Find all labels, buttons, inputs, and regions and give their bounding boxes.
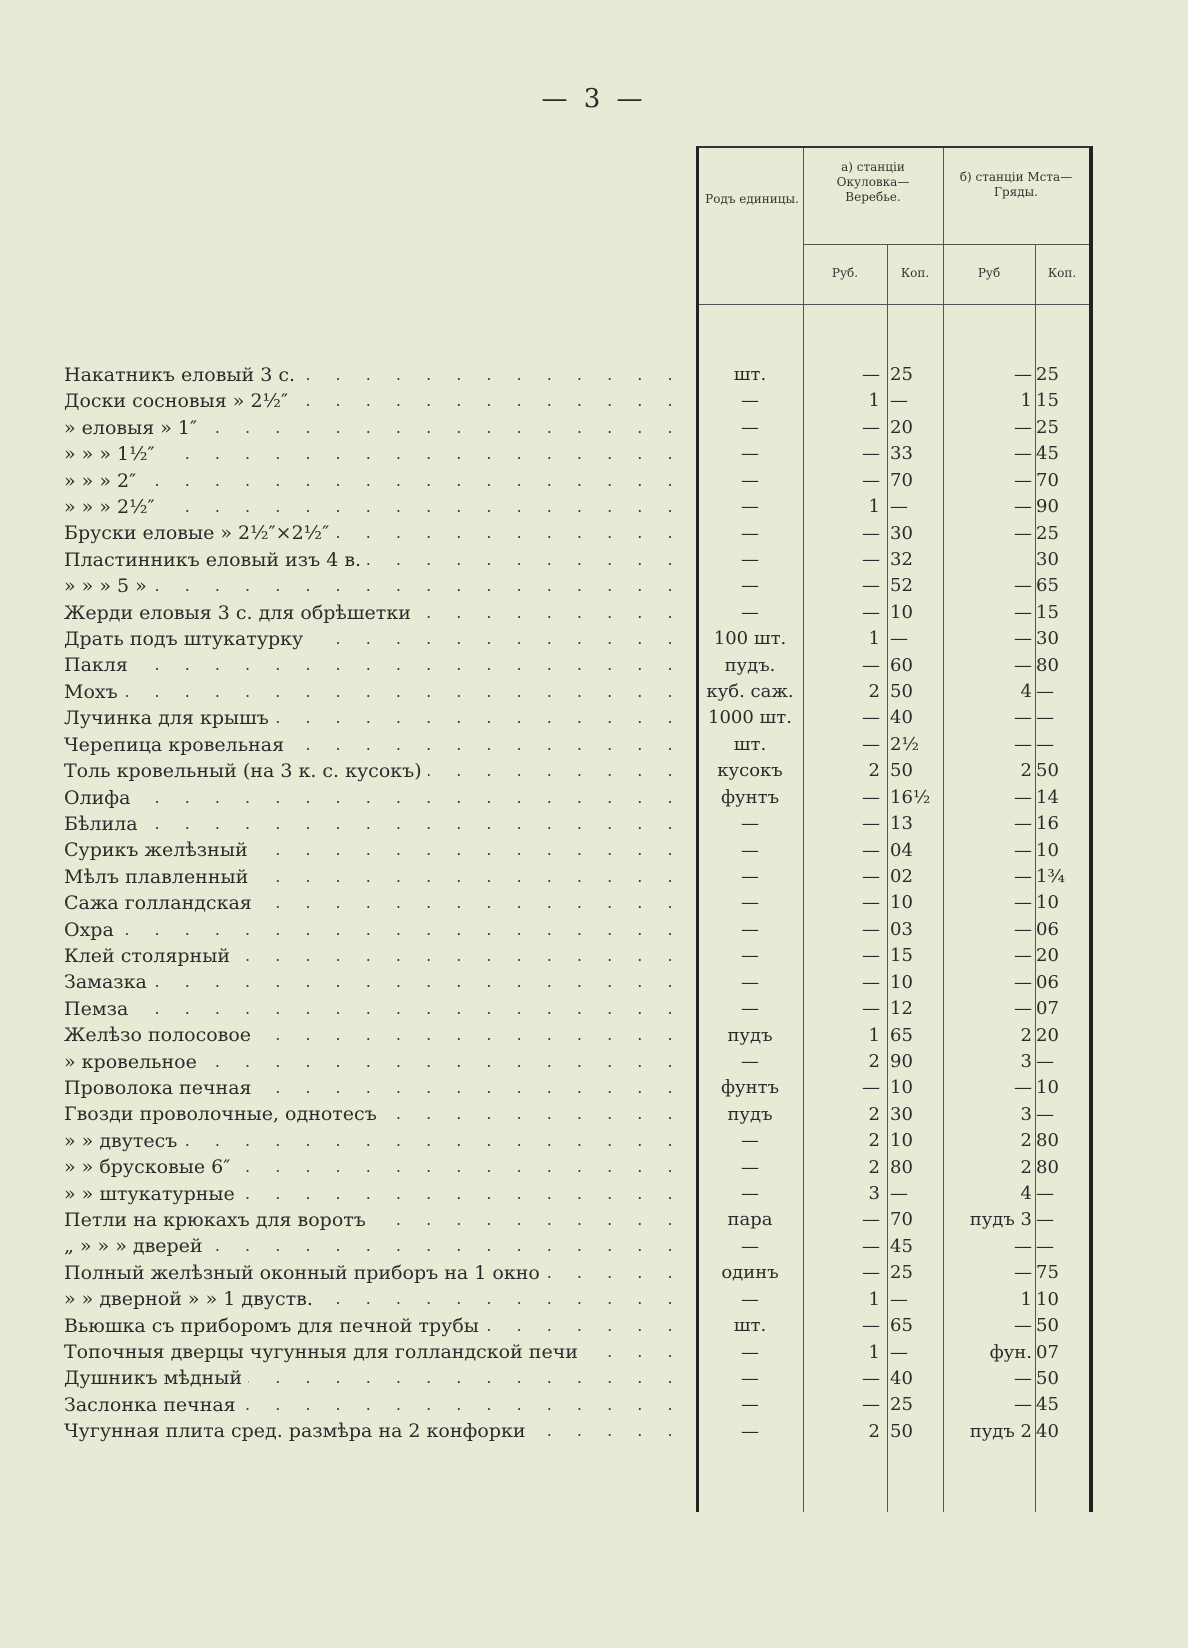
item-row xyxy=(64,1049,690,1075)
item-name: » еловыя » 1″ xyxy=(64,417,203,439)
rub-a-cell: 3 xyxy=(868,1183,880,1205)
item-list xyxy=(64,362,690,1445)
item-row xyxy=(64,494,690,520)
item-name: Доски сосновыя » 2½″ xyxy=(64,390,294,412)
item-row xyxy=(64,388,690,414)
kop-a-cell: 10 xyxy=(890,1130,913,1152)
rub-a-cell: — xyxy=(862,416,880,438)
unit-cell: пудъ xyxy=(727,1103,773,1125)
item-name: Чугунная плита сред. размѣра на 2 конфорки xyxy=(64,1420,532,1442)
item-row xyxy=(64,917,690,943)
kop-b-cell: 50 xyxy=(1036,1315,1059,1337)
unit-cell: — xyxy=(741,469,759,491)
item-name: Черепица кровельная xyxy=(64,734,290,756)
item-name: Толь кровельный (на 3 к. с. кусокъ) xyxy=(64,760,428,782)
kop-a-cell: 03 xyxy=(890,918,913,940)
item-name: Желѣзо полосовое xyxy=(64,1024,257,1046)
rub-a-cell: 1 xyxy=(868,390,880,412)
rub-b-cell: — xyxy=(1014,865,1032,887)
rub-a-cell: 2 xyxy=(868,1420,880,1442)
kop-b-cell: 06 xyxy=(1036,918,1059,940)
item-row xyxy=(64,864,690,890)
rub-a-cell: — xyxy=(862,575,880,597)
kop-b-cell: 45 xyxy=(1036,443,1059,465)
unit-cell: шт. xyxy=(733,364,767,385)
item-name: Лучинка для крышъ xyxy=(64,707,275,729)
item-row xyxy=(64,785,690,811)
item-row xyxy=(64,1128,690,1154)
unit-cell: — xyxy=(741,575,759,597)
rub-a-cell: 2 xyxy=(868,1103,880,1125)
rub-b-cell: — xyxy=(1014,469,1032,491)
kop-a-cell: 65 xyxy=(890,1315,913,1337)
item-row xyxy=(64,600,690,626)
item-row xyxy=(64,626,690,652)
unit-cell: шт. xyxy=(733,733,767,755)
kop-a-cell: — xyxy=(890,1183,908,1205)
item-name: Накатникъ еловый 3 с. xyxy=(64,364,301,386)
item-row xyxy=(64,969,690,995)
page-number: — 3 — xyxy=(541,84,647,114)
kop-b-cell: 10 xyxy=(1036,1077,1059,1099)
rub-b-cell: — xyxy=(1014,654,1032,676)
rub-a-cell: 1 xyxy=(868,1341,880,1363)
item-row xyxy=(64,996,690,1022)
kop-b-header: Коп. xyxy=(1047,266,1077,280)
item-name: Замазка xyxy=(64,971,153,993)
group-a-header: а) станціи Окуловка—Веребье. xyxy=(836,160,910,204)
rub-b-cell: 2 xyxy=(1020,1156,1032,1178)
item-row xyxy=(64,811,690,837)
unit-cell: — xyxy=(741,496,759,518)
kop-a-cell: 10 xyxy=(890,601,913,623)
kop-a-cell: 16½ xyxy=(890,786,931,808)
item-row xyxy=(64,1101,690,1127)
rub-a-cell: — xyxy=(862,971,880,993)
unit-cell: фунтъ xyxy=(720,786,780,808)
kop-a-cell: 50 xyxy=(890,1420,913,1442)
kop-b-cell: — xyxy=(1036,1183,1054,1205)
kop-b-cell: 15 xyxy=(1036,390,1059,412)
unit-cell: — xyxy=(741,522,759,544)
rub-b-cell: 2 xyxy=(1020,760,1032,782)
kop-a-cell: 70 xyxy=(890,469,913,491)
rub-a-cell: — xyxy=(862,786,880,808)
kop-a-cell: 40 xyxy=(890,707,913,729)
unit-cell: — xyxy=(741,416,759,438)
rub-a-cell: — xyxy=(862,1077,880,1099)
rub-b-cell: 3 xyxy=(1020,1103,1032,1125)
rub-b-cell: — xyxy=(1014,998,1032,1020)
unit-cell: — xyxy=(741,601,759,623)
rub-b-cell: — xyxy=(1014,839,1032,861)
item-name: » » » 2½″ xyxy=(64,496,161,518)
unit-cell: — xyxy=(741,1341,759,1363)
kop-a-cell: 65 xyxy=(890,1024,913,1046)
rub-a-cell: — xyxy=(862,945,880,967)
unit-cell: кусокъ xyxy=(717,760,783,782)
rub-a-cell: — xyxy=(862,1367,880,1389)
rub-b-cell: — xyxy=(1014,575,1032,597)
unit-cell: — xyxy=(741,971,759,993)
unit-cell: — xyxy=(741,813,759,835)
item-row xyxy=(64,1286,690,1312)
kop-b-cell: 25 xyxy=(1036,522,1059,544)
kop-a-cell: 02 xyxy=(890,865,913,887)
rub-a-cell: 2 xyxy=(868,1050,880,1072)
kop-b-cell: 1¾ xyxy=(1036,865,1065,887)
item-name: Пемза xyxy=(64,998,134,1020)
rub-b-cell: пудъ 3 xyxy=(969,1209,1032,1231)
item-row xyxy=(64,732,690,758)
item-row xyxy=(64,415,690,441)
unit-cell: — xyxy=(741,865,759,887)
kop-a-cell: 25 xyxy=(890,1262,913,1284)
rub-a-cell: — xyxy=(862,892,880,914)
item-name: Петли на крюкахъ для воротъ xyxy=(64,1209,372,1231)
group-b-header: б) станціи Мста—Гряды. xyxy=(959,170,1073,199)
unit-cell: — xyxy=(741,1394,759,1416)
unit-cell: куб. саж. xyxy=(706,681,794,703)
kop-b-cell: 90 xyxy=(1036,496,1059,518)
item-name: Олифа xyxy=(64,787,137,809)
rub-a-cell: — xyxy=(862,998,880,1020)
rub-a-cell: 2 xyxy=(868,681,880,703)
rub-a-cell: 1 xyxy=(868,496,880,518)
unit-cell: одинъ xyxy=(721,1262,779,1284)
kop-a-cell: 32 xyxy=(890,548,913,570)
kop-a-cell: 25 xyxy=(890,1394,913,1416)
item-row xyxy=(64,679,690,705)
kop-a-cell: 10 xyxy=(890,1077,913,1099)
rub-a-cell: — xyxy=(862,364,880,385)
item-name: Драть подъ штукатурку xyxy=(64,628,309,650)
rub-a-cell: — xyxy=(862,1235,880,1257)
kop-a-cell: 10 xyxy=(890,892,913,914)
unit-cell: шт. xyxy=(733,1315,767,1337)
rub-a-cell: — xyxy=(862,918,880,940)
item-row xyxy=(64,1365,690,1391)
rub-a-cell: — xyxy=(862,813,880,835)
unit-cell: — xyxy=(741,1183,759,1205)
kop-a-cell: — xyxy=(890,628,908,650)
item-name: Сурикъ желѣзный xyxy=(64,839,254,861)
kop-a-cell: — xyxy=(890,390,908,412)
unit-cell: — xyxy=(741,918,759,940)
rub-b-cell: 3 xyxy=(1020,1050,1032,1072)
unit-cell: — xyxy=(741,945,759,967)
item-name: Бѣлила xyxy=(64,813,144,835)
kop-b-cell: 06 xyxy=(1036,971,1059,993)
kop-a-cell: 50 xyxy=(890,681,913,703)
kop-b-cell: 30 xyxy=(1036,628,1059,650)
item-row xyxy=(64,1260,690,1286)
rub-b-cell: — xyxy=(1014,892,1032,914)
item-name: Жерди еловыя 3 с. для обрѣшетки xyxy=(64,602,417,624)
kop-a-cell: 13 xyxy=(890,813,913,835)
item-name: Вьюшка съ приборомъ для печной трубы xyxy=(64,1315,485,1337)
kop-b-cell: 20 xyxy=(1036,1024,1059,1046)
item-row xyxy=(64,758,690,784)
item-name: Проволока печная xyxy=(64,1077,258,1099)
item-name: Заслонка печная xyxy=(64,1394,242,1416)
rub-a-cell: — xyxy=(862,601,880,623)
kop-b-cell: — xyxy=(1036,707,1054,729)
item-name: Пакля xyxy=(64,654,134,676)
item-row xyxy=(64,652,690,678)
item-row xyxy=(64,441,690,467)
kop-a-cell: 60 xyxy=(890,654,913,676)
unit-cell: — xyxy=(741,1367,759,1389)
rub-b-cell: — xyxy=(1014,1077,1032,1099)
kop-a-cell: 2½ xyxy=(890,733,919,755)
rub-b-cell: 2 xyxy=(1020,1024,1032,1046)
rub-a-cell: 2 xyxy=(868,1130,880,1152)
kop-b-cell: 07 xyxy=(1036,998,1059,1020)
rub-a-header: Руб. xyxy=(831,266,859,280)
kop-b-cell: 40 xyxy=(1036,1420,1059,1442)
kop-a-cell: 50 xyxy=(890,760,913,782)
kop-a-cell: 45 xyxy=(890,1235,913,1257)
kop-b-cell: 14 xyxy=(1036,786,1059,808)
kop-b-cell: 80 xyxy=(1036,1156,1059,1178)
rub-b-cell: — xyxy=(1014,601,1032,623)
rub-a-cell: 2 xyxy=(868,760,880,782)
rub-b-cell: — xyxy=(1014,1367,1032,1389)
rub-a-cell: 2 xyxy=(868,1156,880,1178)
rub-b-cell: 1 xyxy=(1020,390,1032,412)
kop-a-cell: 20 xyxy=(890,416,913,438)
kop-a-cell: 80 xyxy=(890,1156,913,1178)
item-name: Сажа голландская xyxy=(64,892,258,914)
rub-a-cell: — xyxy=(862,1394,880,1416)
item-name: » кровельное xyxy=(64,1051,203,1073)
item-name: Охра xyxy=(64,919,120,941)
kop-b-cell: 25 xyxy=(1036,364,1059,385)
kop-b-cell: — xyxy=(1036,681,1054,703)
kop-b-cell: — xyxy=(1036,1103,1054,1125)
rub-b-cell: — xyxy=(1014,971,1032,993)
kop-a-cell: 10 xyxy=(890,971,913,993)
kop-b-cell: 80 xyxy=(1036,654,1059,676)
unit-cell: — xyxy=(741,1050,759,1072)
kop-b-cell: 50 xyxy=(1036,1367,1059,1389)
unit-cell: пудъ. xyxy=(724,654,776,676)
unit-cell: — xyxy=(741,1156,759,1178)
item-name: Мѣлъ плавленный xyxy=(64,866,254,888)
rub-b-cell: — xyxy=(1014,945,1032,967)
item-row xyxy=(64,1154,690,1180)
rub-b-cell: — xyxy=(1014,628,1032,650)
item-name: „ » » » дверей xyxy=(64,1235,209,1257)
unit-cell: — xyxy=(741,1288,759,1310)
rub-b-cell: 2 xyxy=(1020,1130,1032,1152)
item-row xyxy=(64,1207,690,1233)
item-name: » » дверной » » 1 двуств. xyxy=(64,1288,319,1310)
kop-b-cell: — xyxy=(1036,1050,1054,1072)
rub-b-cell: — xyxy=(1014,1394,1032,1416)
kop-a-header: Коп. xyxy=(900,266,930,280)
header-divider xyxy=(803,244,1089,245)
rub-b-cell: — xyxy=(1014,786,1032,808)
rub-b-cell: — xyxy=(1014,707,1032,729)
rub-b-cell: — xyxy=(1014,496,1032,518)
rub-a-cell: — xyxy=(862,522,880,544)
rub-b-cell: 1 xyxy=(1020,1288,1032,1310)
unit-cell: 100 шт. xyxy=(713,628,787,650)
kop-b-cell: 07 xyxy=(1036,1341,1059,1363)
rub-a-cell: — xyxy=(862,548,880,570)
kop-b-cell: 25 xyxy=(1036,416,1059,438)
item-row xyxy=(64,362,690,388)
unit-cell: — xyxy=(741,1130,759,1152)
kop-b-cell: — xyxy=(1036,733,1054,755)
kop-b-cell: 75 xyxy=(1036,1262,1059,1284)
item-name: » » » 5 » xyxy=(64,575,153,597)
rub-a-cell: — xyxy=(862,1209,880,1231)
kop-a-cell: 04 xyxy=(890,839,913,861)
rub-b-cell: — xyxy=(1014,1235,1032,1257)
item-name: » » » 1½″ xyxy=(64,443,161,465)
item-name: Пластинникъ еловый изъ 4 в. xyxy=(64,549,367,571)
item-row xyxy=(64,1418,690,1444)
item-row xyxy=(64,890,690,916)
column-divider xyxy=(887,244,888,1512)
rub-a-cell: — xyxy=(862,839,880,861)
kop-b-cell: 15 xyxy=(1036,601,1059,623)
item-name: Душникъ мѣдный xyxy=(64,1367,248,1389)
kop-b-cell: 20 xyxy=(1036,945,1059,967)
rub-b-cell: — xyxy=(1014,443,1032,465)
rub-a-cell: 1 xyxy=(868,628,880,650)
kop-a-cell: 15 xyxy=(890,945,913,967)
item-row xyxy=(64,1022,690,1048)
rub-b-cell: — xyxy=(1014,813,1032,835)
item-row xyxy=(64,837,690,863)
kop-b-cell: 50 xyxy=(1036,760,1059,782)
item-row xyxy=(64,705,690,731)
kop-a-cell: — xyxy=(890,496,908,518)
kop-b-cell: 80 xyxy=(1036,1130,1059,1152)
kop-b-cell: 16 xyxy=(1036,813,1059,835)
unit-column-header: Родъ единицы. xyxy=(705,192,799,206)
rub-a-cell: — xyxy=(862,865,880,887)
rub-a-cell: — xyxy=(862,707,880,729)
item-name: Мохъ xyxy=(64,681,124,703)
rub-b-cell: — xyxy=(1014,1262,1032,1284)
item-name: Полный желѣзный оконный приборъ на 1 окно xyxy=(64,1262,546,1284)
kop-b-cell: 45 xyxy=(1036,1394,1059,1416)
item-name: Бруски еловые » 2½″×2½″ xyxy=(64,522,335,544)
item-row xyxy=(64,468,690,494)
kop-a-cell: 25 xyxy=(890,364,913,385)
rub-b-header: Руб xyxy=(977,266,1001,280)
unit-cell: — xyxy=(741,892,759,914)
kop-b-cell: — xyxy=(1036,1209,1054,1231)
item-row xyxy=(64,1181,690,1207)
unit-cell: — xyxy=(741,998,759,1020)
rub-a-cell: 1 xyxy=(868,1024,880,1046)
unit-cell: фунтъ xyxy=(720,1077,780,1099)
item-row xyxy=(64,1233,690,1259)
kop-a-cell: 40 xyxy=(890,1367,913,1389)
kop-a-cell: 30 xyxy=(890,522,913,544)
rub-b-cell: — xyxy=(1014,522,1032,544)
kop-b-cell: 30 xyxy=(1036,548,1059,570)
unit-cell: — xyxy=(741,548,759,570)
kop-a-cell: 52 xyxy=(890,575,913,597)
kop-a-cell: 70 xyxy=(890,1209,913,1231)
unit-cell: — xyxy=(741,839,759,861)
rub-b-cell: 4 xyxy=(1020,681,1032,703)
rub-a-cell: — xyxy=(862,1262,880,1284)
unit-cell: 1000 шт. xyxy=(708,707,792,729)
item-name: » » брусковые 6″ xyxy=(64,1156,236,1178)
item-row xyxy=(64,547,690,573)
kop-b-cell: 70 xyxy=(1036,469,1059,491)
item-name: » » » 2″ xyxy=(64,470,142,492)
kop-a-cell: 33 xyxy=(890,443,913,465)
header-bottom-rule xyxy=(699,304,1089,305)
item-row xyxy=(64,943,690,969)
item-row xyxy=(64,1392,690,1418)
rub-b-cell: — xyxy=(1014,416,1032,438)
item-row xyxy=(64,520,690,546)
rub-b-cell: — xyxy=(1014,918,1032,940)
unit-cell: — xyxy=(741,443,759,465)
rub-a-cell: — xyxy=(862,469,880,491)
item-name: Клей столярный xyxy=(64,945,236,967)
kop-b-cell: — xyxy=(1036,1235,1054,1257)
rub-b-cell: — xyxy=(1014,733,1032,755)
unit-cell: — xyxy=(741,1420,759,1442)
rub-a-cell: 1 xyxy=(868,1288,880,1310)
kop-a-cell: — xyxy=(890,1288,908,1310)
rub-b-cell: 4 xyxy=(1020,1183,1032,1205)
item-name: Топочныя дверцы чугунныя для голландской печи xyxy=(64,1341,584,1363)
item-name: » » штукатурные xyxy=(64,1183,241,1205)
unit-cell: — xyxy=(741,1235,759,1257)
unit-cell: пудъ xyxy=(727,1024,773,1046)
kop-a-cell: 30 xyxy=(890,1103,913,1125)
rub-a-cell: — xyxy=(862,443,880,465)
item-name: Гвозди проволочные, однотесъ xyxy=(64,1103,383,1125)
rub-a-cell: — xyxy=(862,1315,880,1337)
item-row xyxy=(64,1339,690,1365)
kop-b-cell: 10 xyxy=(1036,839,1059,861)
rub-a-cell: — xyxy=(862,654,880,676)
rub-b-cell: — xyxy=(1014,1315,1032,1337)
kop-b-cell: 10 xyxy=(1036,1288,1059,1310)
item-row xyxy=(64,1313,690,1339)
unit-cell: — xyxy=(741,390,759,412)
kop-b-cell: 10 xyxy=(1036,892,1059,914)
rub-b-cell: — xyxy=(1014,364,1032,385)
rub-a-cell: — xyxy=(862,733,880,755)
kop-a-cell: 12 xyxy=(890,998,913,1020)
item-row xyxy=(64,573,690,599)
rub-b-cell: фун. xyxy=(989,1341,1032,1363)
kop-a-cell: — xyxy=(890,1341,908,1363)
rub-b-cell: пудъ 2 xyxy=(969,1420,1032,1442)
unit-cell: пара xyxy=(727,1209,773,1231)
item-row xyxy=(64,1075,690,1101)
kop-a-cell: 90 xyxy=(890,1050,913,1072)
kop-b-cell: 65 xyxy=(1036,575,1059,597)
item-name: » » двутесъ xyxy=(64,1130,183,1152)
